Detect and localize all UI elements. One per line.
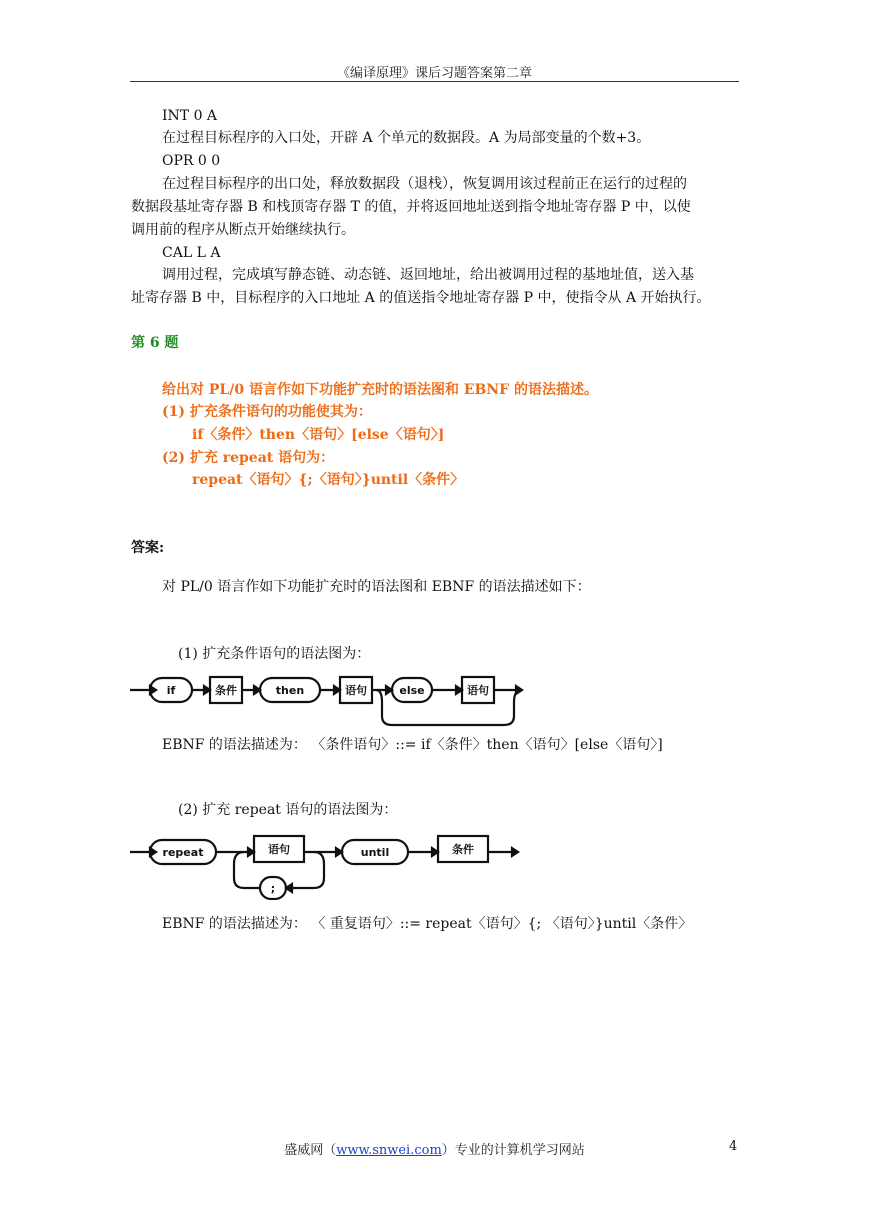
question-heading: 第 6 题 [131, 335, 179, 351]
part2-title: (2) 扩充 repeat 语句的语法图为： [178, 802, 398, 818]
question-item2: (2) 扩充 repeat 语句为： [162, 450, 335, 466]
page-footer [0, 1139, 869, 1158]
instruction-cal-code: CAL L A [162, 245, 221, 261]
if-statement-syntax-diagram [128, 672, 538, 732]
answer-heading: 答案: [131, 540, 165, 556]
until-keyword-node: until [360, 846, 390, 859]
instruction-opr-desc-line1: 在过程目标程序的出口处，释放数据段（退栈），恢复调用该过程前正在运行的过程的 [162, 176, 687, 192]
question-item1-rule: if〈条件〉then〈语句〉[else〈语句〉] [192, 427, 445, 443]
else-statement-node: 语句 [467, 684, 489, 697]
instruction-cal-desc-line1: 调用过程，完成填写静态链、动态链、返回地址，给出被调用过程的基地址值，送入基 [162, 267, 694, 283]
else-keyword-node: else [399, 684, 425, 697]
part2-ebnf: EBNF 的语法描述为： 〈 重复语句〉::= repeat〈语句〉{; 〈语句〉}until〈条件〉 [162, 916, 693, 932]
page-header: 《编译原理》课后习题答案第二章 [336, 66, 532, 81]
footer-prefix: 盛威网（ [284, 1143, 337, 1158]
question-item1: (1) 扩充条件语句的功能使其为： [162, 404, 372, 420]
answer-intro: 对 PL/0 语言作如下功能扩充时的语法图和 EBNF 的语法描述如下： [162, 579, 591, 595]
repeat-keyword-node: repeat [162, 846, 204, 859]
instruction-opr-desc-line3: 调用前的程序从断点开始继续执行。 [131, 222, 355, 238]
repeat-statement-node: 语句 [268, 843, 290, 856]
semicolon-node: ; [270, 882, 276, 895]
footer-suffix: ）专业的计算机学习网站 [441, 1143, 585, 1158]
statement-node: 语句 [345, 684, 367, 697]
instruction-int-desc: 在过程目标程序的入口处，开辟 A 个单元的数据段。A 为局部变量的个数+3。 [162, 130, 651, 146]
then-keyword-node: then [275, 684, 305, 697]
question-item2-rule: repeat〈语句〉{;〈语句〉}until〈条件〉 [192, 472, 465, 488]
part1-ebnf: EBNF 的语法描述为： 〈条件语句〉::= if〈条件〉then〈语句〉[else〈语句〉] [162, 737, 663, 753]
footer-link[interactable]: www.snwei.com [336, 1143, 442, 1158]
until-condition-node: 条件 [452, 843, 474, 856]
if-keyword-node: if [166, 684, 176, 697]
repeat-statement-syntax-diagram [128, 828, 528, 900]
instruction-opr-desc-line2: 数据段基址寄存器 B 和栈顶寄存器 T 的值，并将返回地址送到指令地址寄存器 P 中，以使 [131, 199, 691, 215]
instruction-opr-code: OPR 0 0 [162, 153, 221, 169]
instruction-int-code: INT 0 A [162, 108, 218, 124]
condition-node: 条件 [215, 684, 237, 697]
part1-title: (1) 扩充条件语句的语法图为： [178, 646, 371, 662]
header-rule [130, 81, 739, 82]
page-number: 4 [729, 1139, 738, 1154]
instruction-cal-desc-line2: 址寄存器 B 中，目标程序的入口地址 A 的值送指令地址寄存器 P 中，使指令从 A 开始执行。 [131, 290, 711, 306]
question-prompt: 给出对 PL/0 语言作如下功能扩充时的语法图和 EBNF 的语法描述。 [162, 382, 598, 398]
